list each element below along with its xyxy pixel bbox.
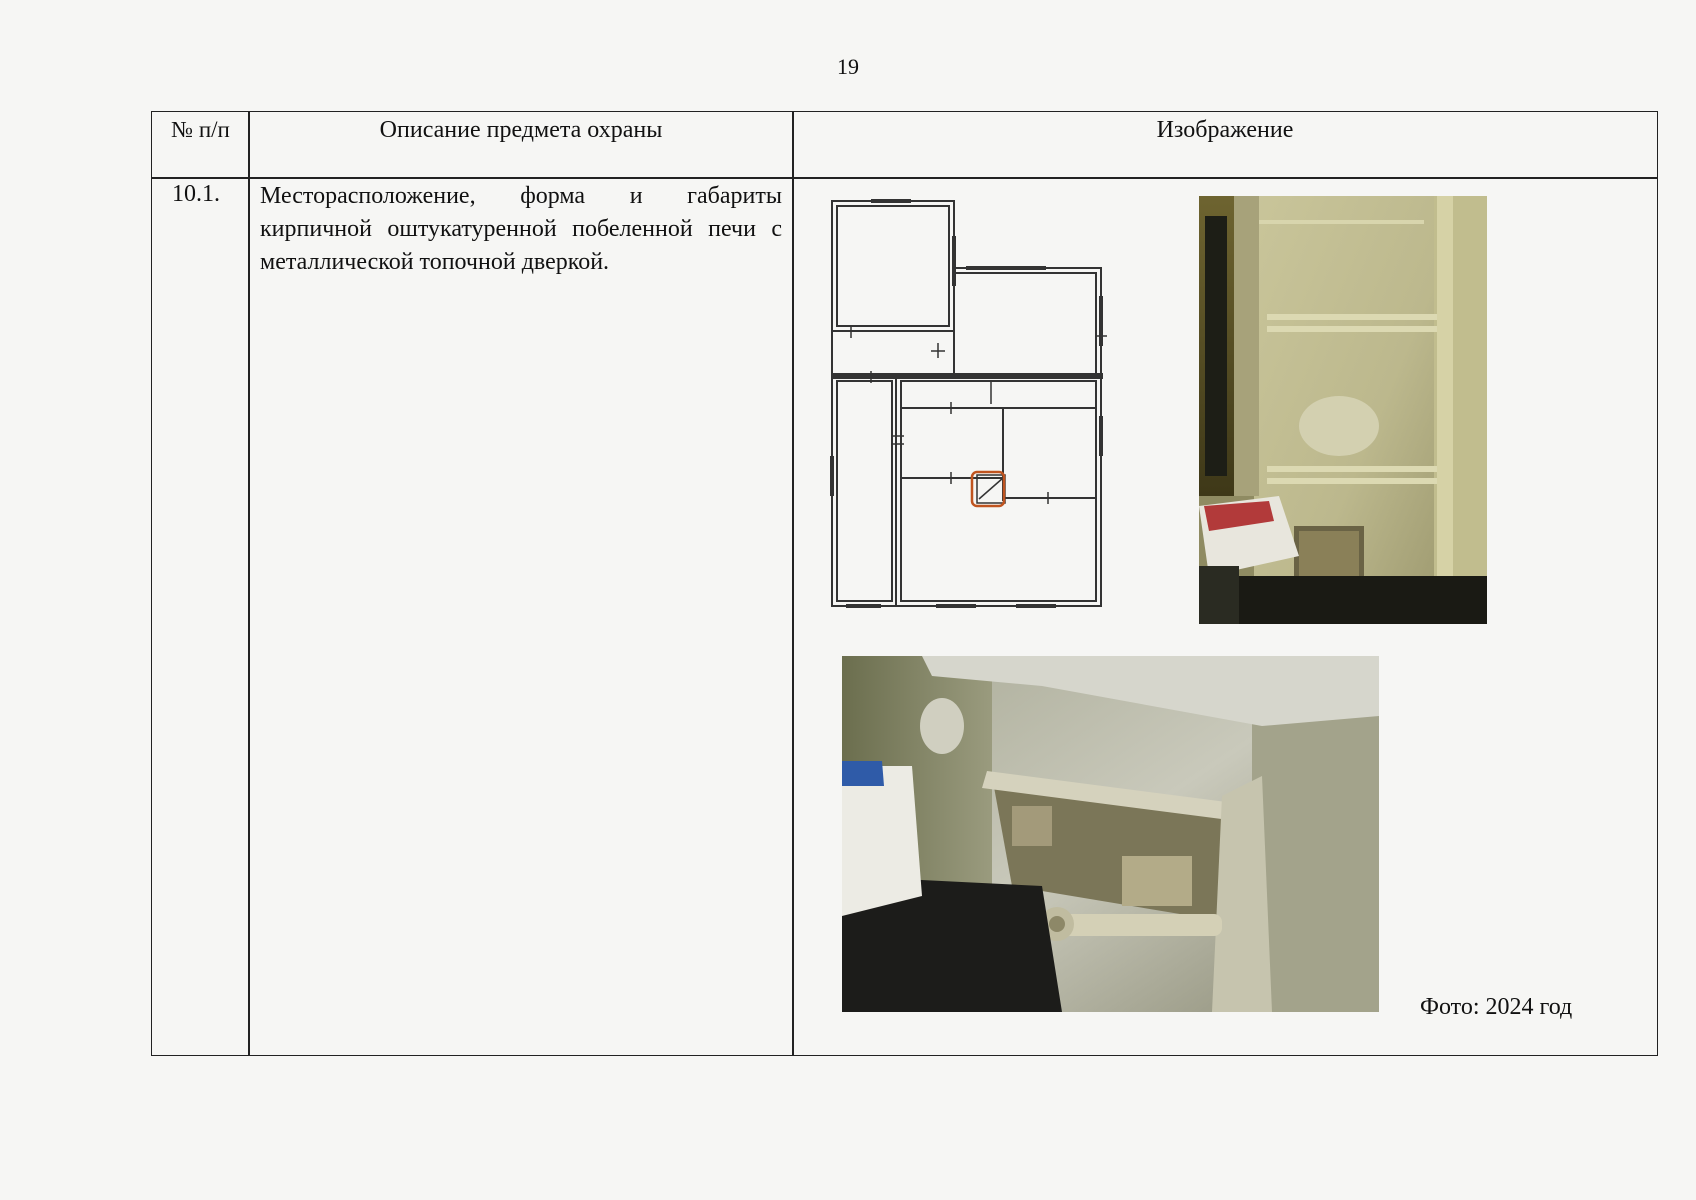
stove-door-photo (842, 656, 1379, 1012)
column-divider (792, 111, 794, 1056)
row-description: Месторасположение, форма и габариты кирпичной оштукатуренной побеленной печи с металлической топочной дверкой. (260, 183, 782, 275)
page-number: 19 (837, 54, 859, 79)
floor-plan (826, 196, 1116, 616)
stove-room-photo (1199, 196, 1487, 624)
row-number: 10.1. (172, 181, 220, 207)
photo-caption: Фото: 2024 год (1420, 994, 1573, 1020)
header-image: Изображение (1156, 117, 1294, 143)
column-divider (248, 111, 250, 1056)
header-divider (151, 177, 1658, 179)
header-number: № п/п (171, 117, 230, 142)
header-description: Описание предмета охраны (379, 117, 663, 143)
